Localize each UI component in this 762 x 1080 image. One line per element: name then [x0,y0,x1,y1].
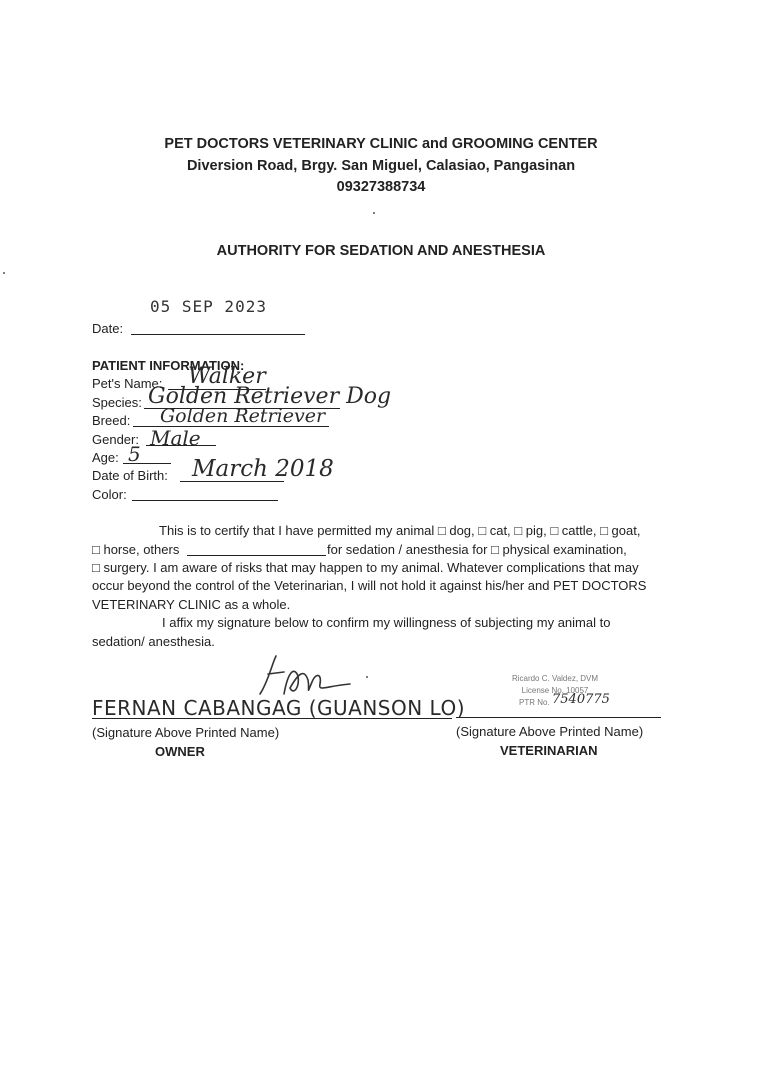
clinic-phone: 09327388734 [336,179,426,195]
color-label: Color: [92,487,127,502]
gender-label: Gender: [92,432,139,447]
vet-signature-line[interactable] [456,717,661,718]
cert-line-7: sedation/ anesthesia. [92,634,215,649]
color-line[interactable] [132,500,278,501]
vet-stamp-ptr-value: 7540775 [552,692,610,707]
pet-name-value: Walker [188,364,266,389]
date-label: Date: [92,321,124,336]
owner-caption: (Signature Above Printed Name) [92,725,280,740]
vet-role: VETERINARIAN [500,743,598,758]
dob-value: March 2018 [192,456,334,482]
scan-speck [366,676,368,678]
date-stamp: 05 SEP 2023 [150,297,267,316]
species-label: Species: [92,395,142,410]
vet-stamp-name: Ricardo C. Valdez, DVM [511,674,599,683]
scan-speck [3,272,5,274]
cert-line-2a: □ horse, others [92,542,180,557]
cert-line-3: □ surgery. I am aware of risks that may happen to my animal. Whatever complications that may [92,560,639,575]
clinic-address: Diversion Road, Brgy. San Miguel, Calasiao, Pangasinan [186,158,576,174]
others-line[interactable] [187,555,326,556]
scan-speck [373,212,375,214]
owner-printed-name: FERNAN CABANGAG (GUANSON LO) [92,696,466,720]
cert-line-5: VETERINARY CLINIC as a whole. [92,597,291,612]
species-value: Golden Retriever Dog [148,384,392,409]
patient-heading: PATIENT INFORMATION: [92,358,245,373]
cert-line-6: I affix my signature below to confirm my willingness of subjecting my animal to [162,615,611,630]
clinic-name: PET DOCTORS VETERINARY CLINIC and GROOMING CENTER [164,136,598,152]
dob-label: Date of Birth: [92,468,168,483]
owner-signature-line[interactable] [92,718,452,719]
date-line[interactable] [131,334,305,335]
cert-line-2b: for sedation / anesthesia for □ physical examination, [327,542,627,557]
form-title: AUTHORITY FOR SEDATION AND ANESTHESIA [216,243,546,259]
owner-role: OWNER [155,744,205,759]
gender-value: Male [150,426,201,450]
vet-stamp-license: License No. 10057 [521,686,589,695]
cert-line-4: occur beyond the control of the Veterinarian, I will not hold it against his/her and PET DOCTORS [92,578,647,593]
age-value: 5 [128,442,141,466]
breed-value: Golden Retriever [160,405,326,427]
age-label: Age: [92,450,119,465]
vet-caption: (Signature Above Printed Name) [456,724,644,739]
owner-signature [250,652,360,702]
pet-name-label: Pet's Name: [92,376,163,391]
cert-line-1: This is to certify that I have permitted my animal □ dog, □ cat, □ pig, □ cattle, □ goat, [159,523,641,538]
vet-stamp-ptr-label: PTR No. [519,698,550,707]
breed-label: Breed: [92,413,131,428]
